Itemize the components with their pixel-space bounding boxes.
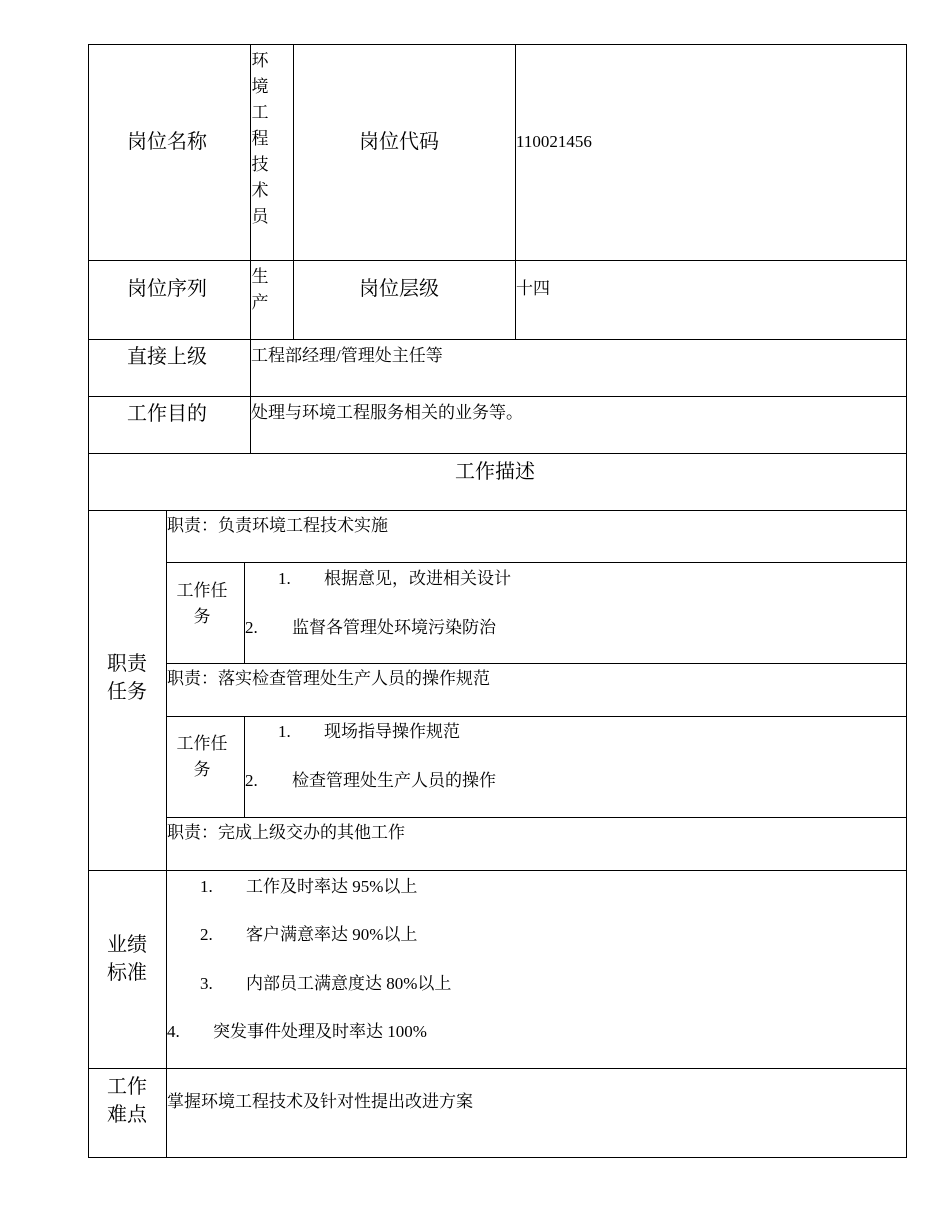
duty-2-task-label — [168, 731, 236, 783]
col-divider — [244, 562, 245, 663]
duties-label-line2: 任务 — [107, 681, 147, 703]
performance-label-line1: 业绩 — [107, 934, 147, 956]
performance-item: 突发事件处理及时率达 100% — [213, 1022, 427, 1041]
performance-item: 客户满意率达 90%以上 — [246, 925, 418, 944]
task-label-line2: 务 — [193, 760, 211, 779]
post-name-value: 环境工程技术员 — [251, 51, 269, 226]
row-divider — [88, 870, 907, 871]
row-divider — [166, 562, 907, 563]
superior-value: 工程部经理/管理处主任等 — [251, 346, 443, 365]
post-series-value: 生产 — [251, 267, 269, 312]
task-number: 2. — [245, 771, 258, 790]
duty-2-text: 职责：落实检查管理处生产人员的操作规范 — [167, 669, 490, 688]
difficulty-text: 掌握环境工程技术及针对性提出改进方案 — [167, 1092, 473, 1111]
task-number: 1. — [278, 722, 291, 741]
task-text: 监督各管理处环境污染防治 — [292, 618, 496, 637]
duties-section-label — [96, 650, 158, 706]
post-level-label: 岗位层级 — [359, 278, 439, 300]
duty-3-text: 职责：完成上级交办的其他工作 — [167, 823, 405, 842]
row-divider — [166, 663, 907, 664]
task-text: 现场指导操作规范 — [324, 722, 460, 741]
difficulty-label-line2: 难点 — [107, 1104, 147, 1126]
performance-number: 4. — [167, 1022, 180, 1041]
difficulty-label-line1: 工作 — [107, 1076, 147, 1098]
col-divider — [244, 716, 245, 817]
row-divider — [88, 396, 907, 397]
duties-label-line1: 职责 — [107, 653, 147, 675]
row-divider — [88, 1068, 907, 1069]
post-code-value: 110021456 — [516, 132, 592, 151]
post-code-label: 岗位代码 — [359, 131, 439, 153]
purpose-label: 工作目的 — [127, 403, 207, 425]
row-divider — [88, 453, 907, 454]
performance-label-line2: 标准 — [107, 962, 147, 984]
task-text: 检查管理处生产人员的操作 — [292, 771, 496, 790]
superior-label: 直接上级 — [127, 346, 207, 368]
post-series-label: 岗位序列 — [127, 278, 207, 300]
task-label-line2: 务 — [193, 607, 211, 626]
performance-number: 2. — [200, 925, 213, 944]
duty-1-task-label — [168, 578, 236, 630]
col-divider — [293, 44, 294, 339]
task-label-line1: 工作任 — [176, 581, 228, 600]
row-divider — [88, 339, 907, 340]
performance-label — [96, 931, 158, 987]
task-number: 2. — [245, 618, 258, 637]
post-name-label: 岗位名称 — [127, 131, 207, 153]
row-divider — [88, 510, 907, 511]
description-title: 工作描述 — [455, 461, 535, 483]
purpose-value: 处理与环境工程服务相关的业务等。 — [251, 403, 523, 422]
row-divider — [166, 716, 907, 717]
performance-number: 1. — [200, 877, 213, 896]
post-level-value: 十四 — [516, 279, 550, 298]
row-divider — [166, 817, 907, 818]
task-number: 1. — [278, 569, 291, 588]
task-text: 根据意见，改进相关设计 — [324, 569, 511, 588]
performance-item: 内部员工满意度达 80%以上 — [246, 974, 452, 993]
duty-1-text: 职责：负责环境工程技术实施 — [167, 516, 388, 535]
row-divider — [88, 260, 907, 261]
difficulty-label — [96, 1073, 158, 1129]
performance-item: 工作及时率达 95%以上 — [246, 877, 418, 896]
performance-number: 3. — [200, 974, 213, 993]
task-label-line1: 工作任 — [176, 734, 228, 753]
